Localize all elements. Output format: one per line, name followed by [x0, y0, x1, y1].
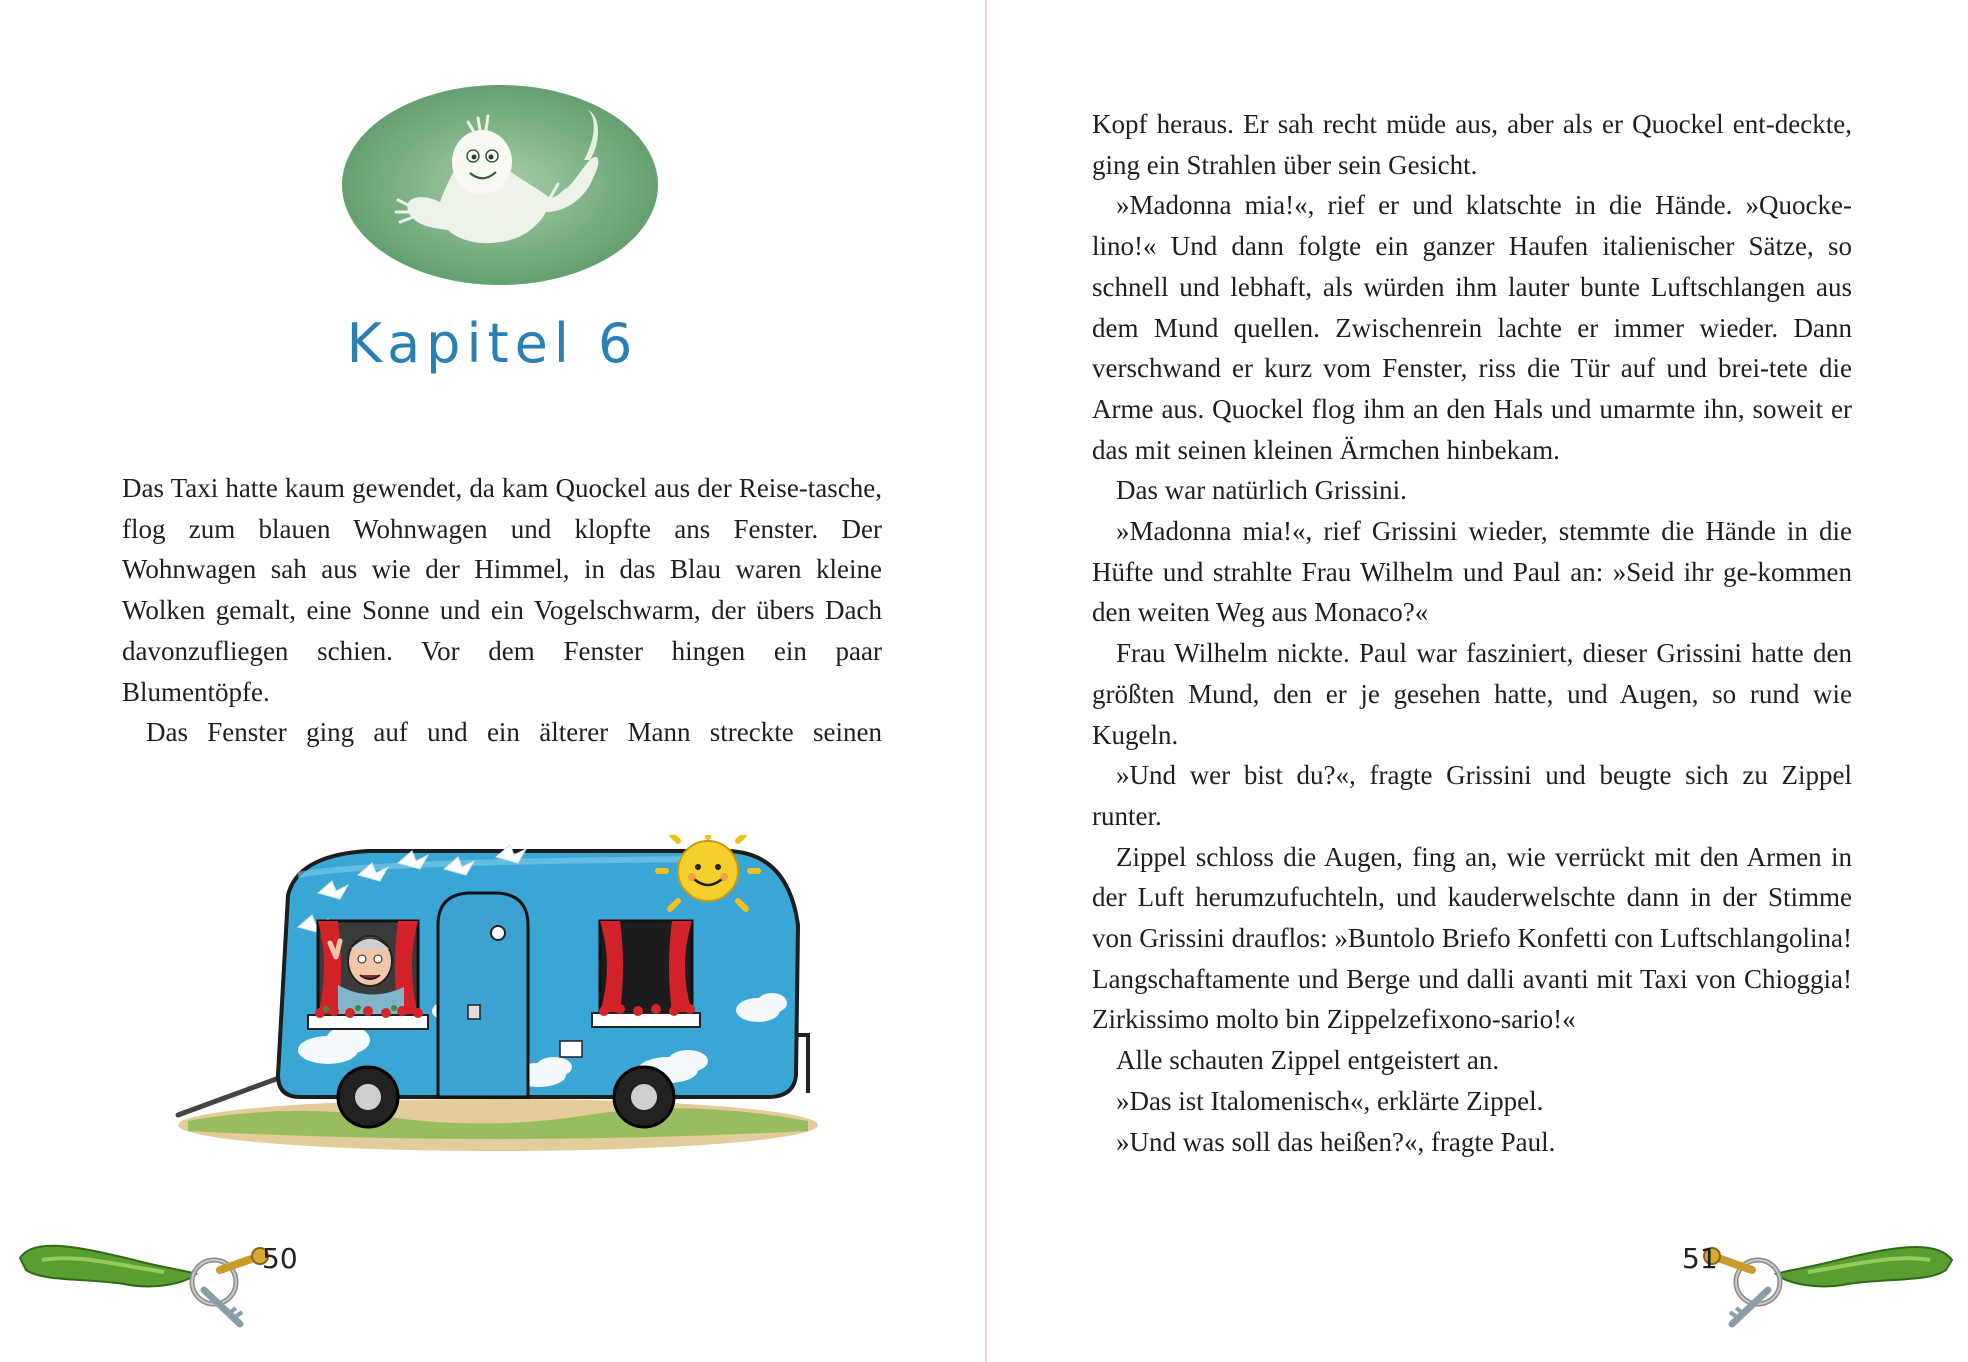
paragraph: »Madonna mia!«, rief er und klatschte in die Hände. »Quocke-lino!« Und dann folgte ein ganzer Haufen italienischer Sätze, so schnell und lebhaft, als würden ihm lauter bunte Luftschlangen aus dem Mund quellen. Zwischenrein lachte er immer wieder. Dann verschwand er kurz vom Fenster, riss die Tür auf und brei-tete die Arme aus. Quockel flog ihm an den Hals und umarmte ihn, soweit er das mit seinen kleinen Ärmchen hinbekam.	[1092, 190, 1852, 465]
paragraph: Frau Wilhelm nickte. Paul war fasziniert, dieser Grissini hatte den größten Mund, den er je gesehen hatte, und Augen, so rund wie Kugeln.	[1092, 638, 1852, 750]
paragraph: »Und was soll das heißen?«, fragte Paul.	[1116, 1126, 1556, 1157]
keys-icon	[14, 1230, 284, 1330]
paragraph: Kopf heraus. Er sah recht müde aus, aber als er Quockel ent-deckte, ging ein Strahlen über sein Gesicht.	[1092, 109, 1852, 180]
paragraph: »Und wer bist du?«, fragte Grissini und beugte sich zu Zippel runter.	[1092, 760, 1852, 831]
page-number: 51	[1682, 1242, 1718, 1275]
right-page-text	[1092, 104, 1852, 1162]
paragraph: Das Fenster ging auf und ein älterer Mann streckte seinen	[146, 717, 882, 748]
chapter-title: Kapitel 6	[346, 312, 639, 375]
paragraph: Das war natürlich Grissini.	[1116, 475, 1407, 506]
paragraph: »Madonna mia!«, rief Grissini wieder, stemmte die Hände in die Hüfte und strahlte Frau Wilhelm und Paul an: »Seid ihr ge-kommen den weiten Weg aus Monaco?«	[1092, 516, 1852, 628]
page-number: 50	[262, 1242, 298, 1275]
paragraph: Alle schauten Zippel entgeistert an.	[1116, 1045, 1500, 1076]
left-page-text	[122, 468, 882, 753]
caravan-icon	[168, 835, 828, 1155]
paragraph: Das Taxi hatte kaum gewendet, da kam Quockel aus der Reise-tasche, flog zum blauen Wohnwagen und klopfte ans Fenster. Der Wohnwagen sah aus wie der Himmel, in das Blau waren kleine Wolken gemalt, eine Sonne und ein Vogelschwarm, der übers Dach davonzufliegen schien. Vor dem Fenster hingen ein paar Blumentöpfe.	[122, 473, 882, 707]
paragraph: Zippel schloss die Augen, fing an, wie verrückt mit den Armen in der Luft herumzufuchteln, und kauderwelschte dann in der Stimme von Grissini drauflos: »Buntolo Briefo Konfetti con Luftschlangolina! Langschaftamente und Berge und dalli avanti mit Taxi von Chioggia! Zirkissimo molto bin Zippelzefixono-sario!«	[1092, 841, 1852, 1035]
ghost-icon	[340, 80, 660, 290]
paragraph: »Das ist Italomenisch«, erklärte Zippel.	[1116, 1085, 1544, 1116]
